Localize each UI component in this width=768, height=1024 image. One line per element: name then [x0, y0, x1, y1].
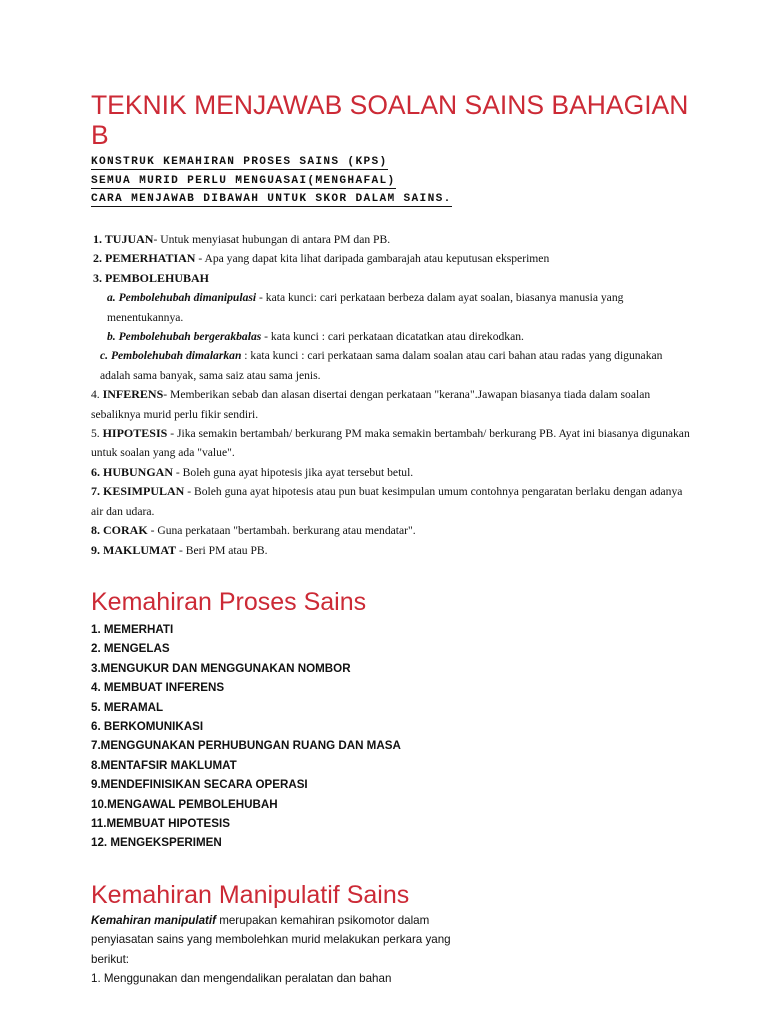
list-item: 9.MENDEFINISIKAN SECARA OPERASI	[91, 778, 308, 792]
item-label: 6. HUBUNGAN	[91, 464, 174, 479]
item-label: 1. TUJUAN	[93, 232, 154, 246]
item-tujuan	[91, 230, 691, 249]
intro-line-text: KONSTRUK KEMAHIRAN PROSES SAINS (KPS)	[91, 156, 388, 168]
item-text: - Apa yang dapat kita lihat daripada gambarajah atau keputusan eksperimen	[195, 252, 550, 266]
item-label: a. Pembolehubah dimanipulasi	[107, 291, 257, 305]
item-text: - Jika semakin bertambah/ berkurang PM maka semakin bertambah/ berkurang PB. Ayat ini biasanya digunakan untuk soalan yang ada "value".	[91, 427, 690, 460]
item-maklumat	[91, 541, 691, 560]
list-item: 3.MENGUKUR DAN MENGGUNAKAN NOMBOR	[91, 661, 351, 675]
intro-line	[91, 190, 452, 209]
item-text: - Boleh guna ayat hipotesis atau pun buat kesimpulan umum contohnya pengaratan berlaku dengan adanya air dan udara.	[91, 485, 683, 518]
list-item: 6. BERKOMUNIKASI	[91, 720, 204, 734]
kms-heading: Kemahiran Manipulatif Sains	[91, 881, 410, 909]
list-item: 11.MEMBUAT HIPOTESIS	[91, 817, 230, 831]
item-label: 3. PEMBOLEHUBAH	[93, 270, 210, 285]
intro-line	[91, 172, 452, 191]
item-pembolehubah-bergerakbalas	[91, 327, 691, 346]
item-label: INFERENS	[102, 387, 164, 402]
page-title: TEKNIK MENJAWAB SOALAN SAINS BAHAGIAN B	[91, 90, 689, 150]
item-pemerhatian	[91, 249, 691, 268]
intro-block	[91, 153, 452, 209]
item-text: - Memberikan sebab dan alasan disertai dengan perkataan "kerana".Jawapan biasanya tiada dalam soalan sebaliknya murid perlu fikir sendiri.	[91, 388, 651, 421]
list-item: 1. MEMERHATI	[91, 623, 174, 636]
item-label: 9. MAKLUMAT	[91, 542, 177, 557]
list-item: 2. MENGELAS	[91, 642, 170, 656]
list-item: 5. MERAMAL	[91, 700, 164, 714]
kms-paragraph	[91, 911, 451, 989]
item-kesimpulan	[91, 482, 691, 521]
item-text: - kata kunci: cari perkataan berbeza dalam ayat soalan, biasanya manusia yang menentukannya.	[107, 291, 624, 324]
intro-line-text: CARA MENJAWAB DIBAWAH UNTUK SKOR DALAM SAINS.	[91, 193, 452, 205]
item-number: 5.	[91, 427, 103, 441]
item-text: : kata kunci : cari perkataan sama dalam soalan atau cari bahan atau radas yang digunakan adalah sama banyak, sama saiz atau sama jenis.	[100, 349, 663, 382]
item-label: c. Pembolehubah dimalarkan	[100, 349, 242, 363]
item-pembolehubah	[91, 269, 691, 288]
item-label: 2. PEMERHATIAN	[93, 251, 196, 266]
kps-heading: Kemahiran Proses Sains	[91, 588, 367, 616]
item-number: 4.	[91, 388, 103, 402]
kps-list	[91, 620, 401, 853]
list-item: 12. MENGEKSPERIMEN	[91, 836, 222, 850]
kms-intro	[91, 911, 451, 969]
item-inferens	[91, 385, 691, 424]
item-hipotesis	[91, 424, 691, 463]
kms-text: merupakan kemahiran psikomotor dalam penyiasatan sains yang membolehkan murid melakukan perkara yang berikut:	[91, 914, 451, 966]
intro-line-text: SEMUA MURID PERLU MENGUASAI(MENGHAFAL)	[91, 174, 396, 187]
kms-point: 1. Menggunakan dan mengendalikan peralatan dan bahan	[91, 972, 392, 986]
intro-line	[91, 153, 452, 172]
item-pembolehubah-dimalarkan	[91, 346, 691, 385]
item-text: - kata kunci : cari perkataan dicatatkan atau direkodkan.	[261, 330, 524, 344]
item-label: HIPOTESIS	[102, 426, 168, 441]
list-item: 4. MEMBUAT INFERENS	[91, 681, 225, 695]
kms-lead: Kemahiran manipulatif	[91, 914, 216, 927]
item-text: - Boleh guna ayat hipotesis jika ayat tersebut betul.	[173, 465, 414, 479]
item-label: 7. KESIMPULAN	[91, 484, 185, 499]
item-label: 8. CORAK	[91, 523, 148, 538]
item-label: b. Pembolehubah bergerakbalas	[107, 330, 262, 344]
item-text: - Beri PM atau PB.	[176, 543, 268, 557]
item-hubungan	[91, 463, 691, 482]
item-corak	[91, 521, 691, 540]
list-item: 10.MENGAWAL PEMBOLEHUBAH	[91, 797, 278, 811]
list-item: 7.MENGGUNAKAN PERHUBUNGAN RUANG DAN MASA	[91, 739, 401, 753]
item-text: - Guna perkataan "bertambah. berkurang atau mendatar".	[147, 524, 416, 538]
list-item: 8.MENTAFSIR MAKLUMAT	[91, 758, 237, 772]
item-pembolehubah-dimanipulasi	[91, 288, 691, 327]
item-text: - Untuk menyiasat hubungan di antara PM dan PB.	[153, 233, 391, 246]
answer-techniques	[91, 230, 691, 560]
